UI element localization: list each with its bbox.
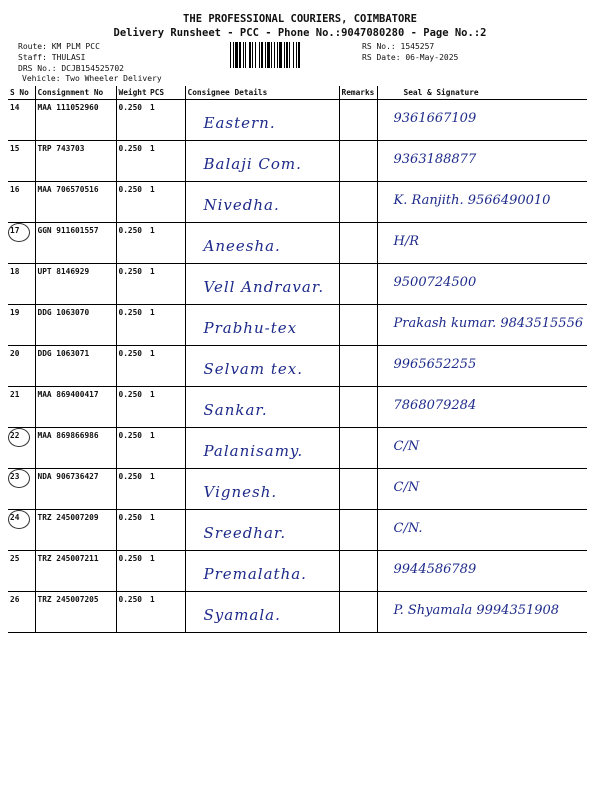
row-signature-cell	[377, 305, 587, 346]
route-label: Route: KM PLM PCC	[18, 42, 100, 51]
row-pcs-cell	[148, 510, 185, 551]
handwritten-circle-mark	[8, 428, 30, 447]
row-weight-cell	[116, 264, 148, 305]
row-signature: P. Shyamala 9994351908	[393, 603, 560, 618]
row-consignment-no-cell	[35, 223, 116, 264]
row-signature: 7868079284	[393, 398, 477, 413]
row-consignment-no-cell	[35, 510, 116, 551]
row-consignment-no: TRZ 245007205	[37, 595, 99, 604]
row-weight: 0.250	[118, 103, 142, 112]
table-row	[8, 387, 587, 428]
rs-number: RS No.: 1545257	[362, 42, 435, 51]
row-sno: 23	[10, 472, 20, 481]
row-sno-cell	[8, 100, 35, 141]
table-row	[8, 182, 587, 223]
company-title: THE PROFESSIONAL COURIERS, COIMBATORE	[183, 13, 417, 25]
row-pcs: 1	[150, 595, 155, 604]
row-consignment-no-cell	[35, 592, 116, 633]
row-consignee: Prabhu-tex	[203, 319, 298, 337]
row-pcs-cell	[148, 305, 185, 346]
row-pcs: 1	[150, 267, 155, 276]
row-consignment-no-cell	[35, 551, 116, 592]
row-weight-cell	[116, 141, 148, 182]
row-pcs: 1	[150, 349, 155, 358]
row-remarks-cell	[339, 182, 377, 223]
row-signature: Prakash kumar. 9843515556	[393, 316, 584, 331]
row-remarks-cell	[339, 100, 377, 141]
row-signature-cell	[377, 551, 587, 592]
row-consignment-no: NDA 906736427	[37, 472, 99, 481]
row-weight: 0.250	[118, 390, 142, 399]
row-signature: 9500724500	[393, 275, 477, 290]
row-consignee-cell	[185, 305, 339, 346]
col-consignee: Consignee Details	[185, 86, 339, 100]
row-consignment-no-cell	[35, 387, 116, 428]
row-pcs: 1	[150, 185, 155, 194]
vehicle-label: Vehicle: Two Wheeler Delivery	[22, 74, 162, 83]
row-consignee-cell	[185, 510, 339, 551]
row-consignment-no: MAA 869866986	[37, 431, 99, 440]
row-sno: 24	[10, 513, 20, 522]
row-sno-cell	[8, 141, 35, 182]
row-consignment-no: TRP 743703	[37, 144, 85, 153]
row-signature-cell	[377, 428, 587, 469]
row-consignment-no-cell	[35, 428, 116, 469]
row-signature: H/R	[393, 234, 420, 249]
table-row	[8, 551, 587, 592]
row-weight-cell	[116, 305, 148, 346]
row-remarks-cell	[339, 223, 377, 264]
row-sno: 21	[10, 390, 20, 399]
col-consignment: Consignment No	[35, 86, 116, 100]
drs-label: DRS No.: DCJB154525702	[18, 64, 124, 73]
row-pcs: 1	[150, 431, 155, 440]
row-sno: 19	[10, 308, 20, 317]
row-signature: C/N.	[393, 521, 423, 536]
row-consignment-no-cell	[35, 469, 116, 510]
row-signature-cell	[377, 264, 587, 305]
row-signature: 9944586789	[393, 562, 477, 577]
row-consignment-no-cell	[35, 100, 116, 141]
row-consignment-no: TRZ 245007209	[37, 513, 99, 522]
row-weight-cell	[116, 100, 148, 141]
table-row	[8, 510, 587, 551]
row-signature-cell	[377, 100, 587, 141]
delivery-table	[8, 86, 587, 633]
row-signature: 9965652255	[393, 357, 477, 372]
row-weight-cell	[116, 182, 148, 223]
row-consignment-no: UPT 8146929	[37, 267, 90, 276]
table-row	[8, 223, 587, 264]
row-weight-cell	[116, 592, 148, 633]
row-pcs-cell	[148, 551, 185, 592]
row-remarks-cell	[339, 387, 377, 428]
handwritten-circle-mark	[8, 223, 30, 242]
row-sno: 22	[10, 431, 20, 440]
row-sno-cell	[8, 592, 35, 633]
row-signature-cell	[377, 346, 587, 387]
row-signature: K. Ranjith. 9566490010	[393, 193, 551, 208]
row-pcs-cell	[148, 223, 185, 264]
col-weight: Weight	[116, 86, 148, 100]
row-pcs-cell	[148, 428, 185, 469]
row-sno: 20	[10, 349, 20, 358]
table-row	[8, 592, 587, 633]
row-consignee-cell	[185, 469, 339, 510]
handwritten-circle-mark	[8, 469, 30, 488]
barcode-image	[230, 42, 356, 68]
row-weight: 0.250	[118, 267, 142, 276]
row-sno: 16	[10, 185, 20, 194]
row-weight: 0.250	[118, 513, 142, 522]
row-pcs: 1	[150, 144, 155, 153]
row-pcs-cell	[148, 592, 185, 633]
table-row	[8, 141, 587, 182]
row-signature-cell	[377, 592, 587, 633]
row-sno-cell	[8, 305, 35, 346]
table-header-row	[8, 86, 587, 100]
row-pcs-cell	[148, 346, 185, 387]
row-consignee: Sreedhar.	[203, 524, 287, 542]
rs-date: RS Date: 06-May-2025	[362, 53, 459, 62]
row-weight-cell	[116, 551, 148, 592]
row-sno-cell	[8, 551, 35, 592]
table-row	[8, 428, 587, 469]
row-pcs: 1	[150, 513, 155, 522]
row-sno-cell	[8, 387, 35, 428]
row-consignee-cell	[185, 592, 339, 633]
table-row	[8, 100, 587, 141]
row-consignee-cell	[185, 264, 339, 305]
row-weight-cell	[116, 387, 148, 428]
row-pcs: 1	[150, 103, 155, 112]
row-signature: 9363188877	[393, 152, 477, 167]
row-pcs-cell	[148, 387, 185, 428]
row-consignee-cell	[185, 387, 339, 428]
row-remarks-cell	[339, 510, 377, 551]
row-consignee: Eastern.	[203, 114, 276, 132]
row-consignment-no: TRZ 245007211	[37, 554, 99, 563]
row-signature-cell	[377, 223, 587, 264]
row-remarks-cell	[339, 592, 377, 633]
row-consignee: Sankar.	[203, 401, 268, 419]
row-consignee: Palanisamy.	[203, 442, 304, 460]
row-signature-cell	[377, 182, 587, 223]
row-pcs: 1	[150, 472, 155, 481]
row-consignee-cell	[185, 551, 339, 592]
row-remarks-cell	[339, 428, 377, 469]
row-consignee-cell	[185, 100, 339, 141]
row-consignment-no-cell	[35, 305, 116, 346]
row-consignee-cell	[185, 346, 339, 387]
row-weight-cell	[116, 469, 148, 510]
row-consignee-cell	[185, 141, 339, 182]
row-weight: 0.250	[118, 349, 142, 358]
row-pcs-cell	[148, 469, 185, 510]
row-signature-cell	[377, 387, 587, 428]
row-consignee-cell	[185, 428, 339, 469]
row-pcs: 1	[150, 554, 155, 563]
row-weight: 0.250	[118, 144, 142, 153]
row-remarks-cell	[339, 469, 377, 510]
row-consignee: Premalatha.	[203, 565, 307, 583]
row-weight: 0.250	[118, 595, 142, 604]
col-sno: S No	[8, 86, 35, 100]
row-signature: 9361667109	[393, 111, 477, 126]
row-weight: 0.250	[118, 185, 142, 194]
row-pcs: 1	[150, 390, 155, 399]
row-consignee: Vignesh.	[203, 483, 278, 501]
row-signature: C/N	[393, 439, 420, 454]
row-consignment-no: MAA 706570516	[37, 185, 99, 194]
row-pcs-cell	[148, 264, 185, 305]
row-consignment-no: DDG 1063071	[37, 349, 90, 358]
runsheet-subtitle: Delivery Runsheet - PCC - Phone No.:9047080280 - Page No.:2	[113, 27, 487, 39]
row-sno: 15	[10, 144, 20, 153]
row-weight: 0.250	[118, 472, 142, 481]
row-consignment-no-cell	[35, 264, 116, 305]
row-consignment-no: GGN 911601557	[37, 226, 99, 235]
row-remarks-cell	[339, 141, 377, 182]
row-consignment-no-cell	[35, 182, 116, 223]
row-sno-cell	[8, 346, 35, 387]
table-row	[8, 469, 587, 510]
row-remarks-cell	[339, 346, 377, 387]
row-consignee-cell	[185, 182, 339, 223]
table-row	[8, 346, 587, 387]
row-sno: 18	[10, 267, 20, 276]
row-sno: 25	[10, 554, 20, 563]
staff-label: Staff: THULASI	[18, 53, 86, 62]
row-signature: C/N	[393, 480, 420, 495]
table-row	[8, 305, 587, 346]
row-weight: 0.250	[118, 554, 142, 563]
row-signature-cell	[377, 141, 587, 182]
row-consignee: Aneesha.	[203, 237, 281, 255]
row-remarks-cell	[339, 264, 377, 305]
col-pcs: PCS	[148, 86, 185, 100]
row-weight-cell	[116, 346, 148, 387]
row-weight: 0.250	[118, 308, 142, 317]
row-sno: 14	[10, 103, 20, 112]
row-pcs-cell	[148, 100, 185, 141]
row-weight-cell	[116, 428, 148, 469]
row-consignment-no: DDG 1063070	[37, 308, 90, 317]
handwritten-circle-mark	[8, 510, 30, 529]
row-pcs-cell	[148, 182, 185, 223]
row-pcs: 1	[150, 308, 155, 317]
row-consignee: Syamala.	[203, 606, 281, 624]
row-consignment-no: MAA 111052960	[37, 103, 99, 112]
row-signature-cell	[377, 510, 587, 551]
row-consignee: Nivedha.	[203, 196, 280, 214]
col-signature: Seal & Signature	[377, 86, 587, 100]
table-row	[8, 264, 587, 305]
row-consignment-no-cell	[35, 346, 116, 387]
row-remarks-cell	[339, 551, 377, 592]
row-sno-cell	[8, 182, 35, 223]
row-sno: 26	[10, 595, 20, 604]
row-consignee: Balaji Com.	[203, 155, 302, 173]
row-pcs-cell	[148, 141, 185, 182]
row-consignment-no: MAA 869400417	[37, 390, 99, 399]
row-weight-cell	[116, 223, 148, 264]
row-weight-cell	[116, 510, 148, 551]
row-signature-cell	[377, 469, 587, 510]
row-remarks-cell	[339, 305, 377, 346]
col-remarks: Remarks	[339, 86, 377, 100]
row-sno: 17	[10, 226, 20, 235]
row-consignee-cell	[185, 223, 339, 264]
row-weight: 0.250	[118, 431, 142, 440]
row-consignment-no-cell	[35, 141, 116, 182]
row-pcs: 1	[150, 226, 155, 235]
row-consignee: Selvam tex.	[203, 360, 303, 378]
row-weight: 0.250	[118, 226, 142, 235]
row-consignee: Vell Andravar.	[203, 278, 325, 296]
row-sno-cell	[8, 264, 35, 305]
